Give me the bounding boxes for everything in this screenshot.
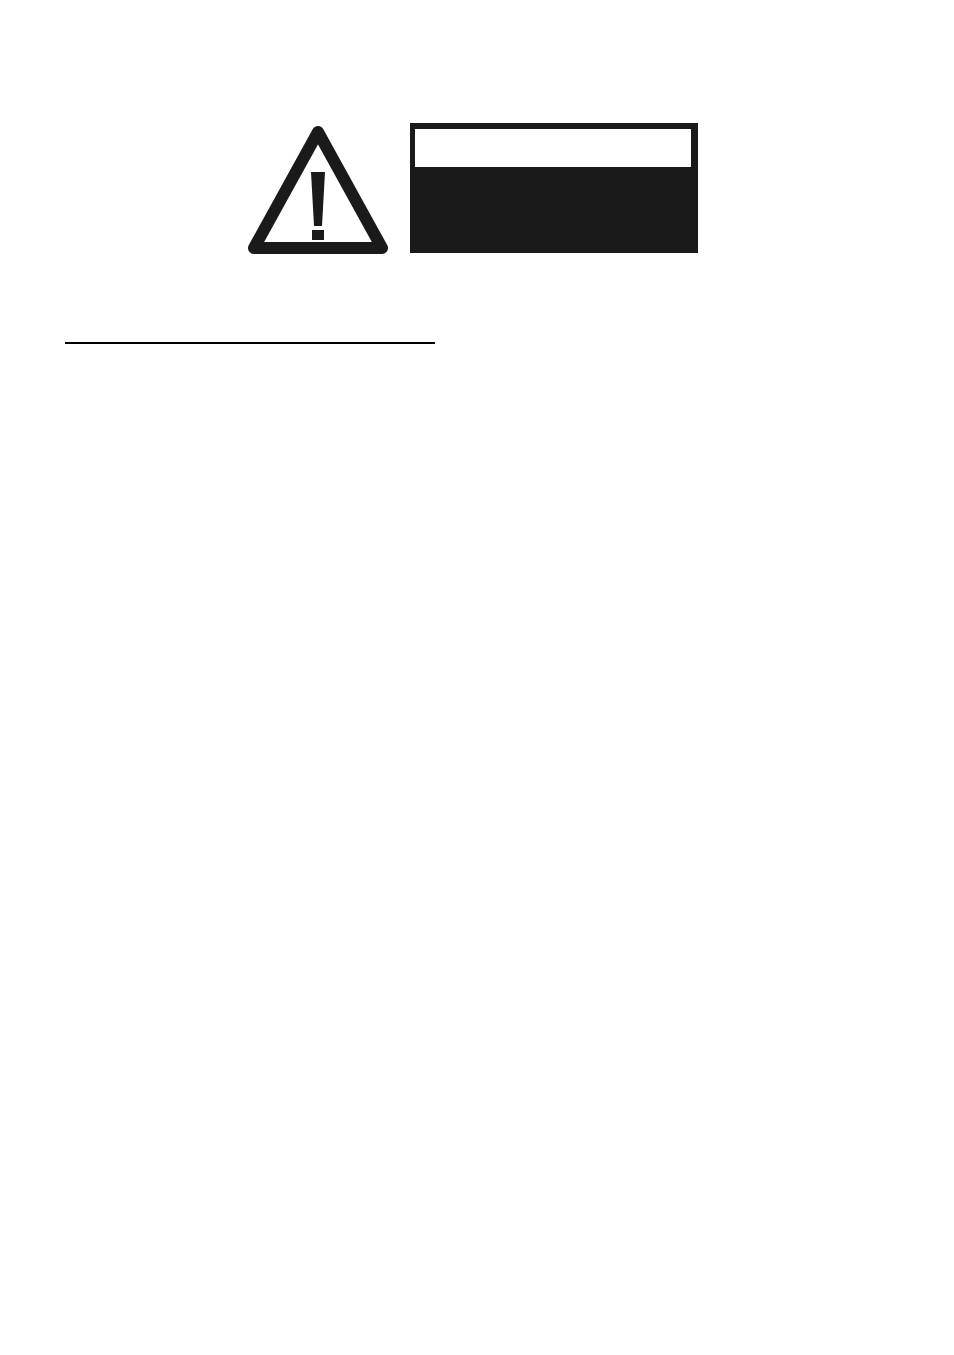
- warning-label-box: [410, 123, 698, 253]
- warning-sign: [244, 118, 716, 268]
- section-heading-rule: [65, 342, 435, 344]
- exclamation-triangle-icon: [248, 126, 388, 254]
- warning-title: [415, 129, 691, 167]
